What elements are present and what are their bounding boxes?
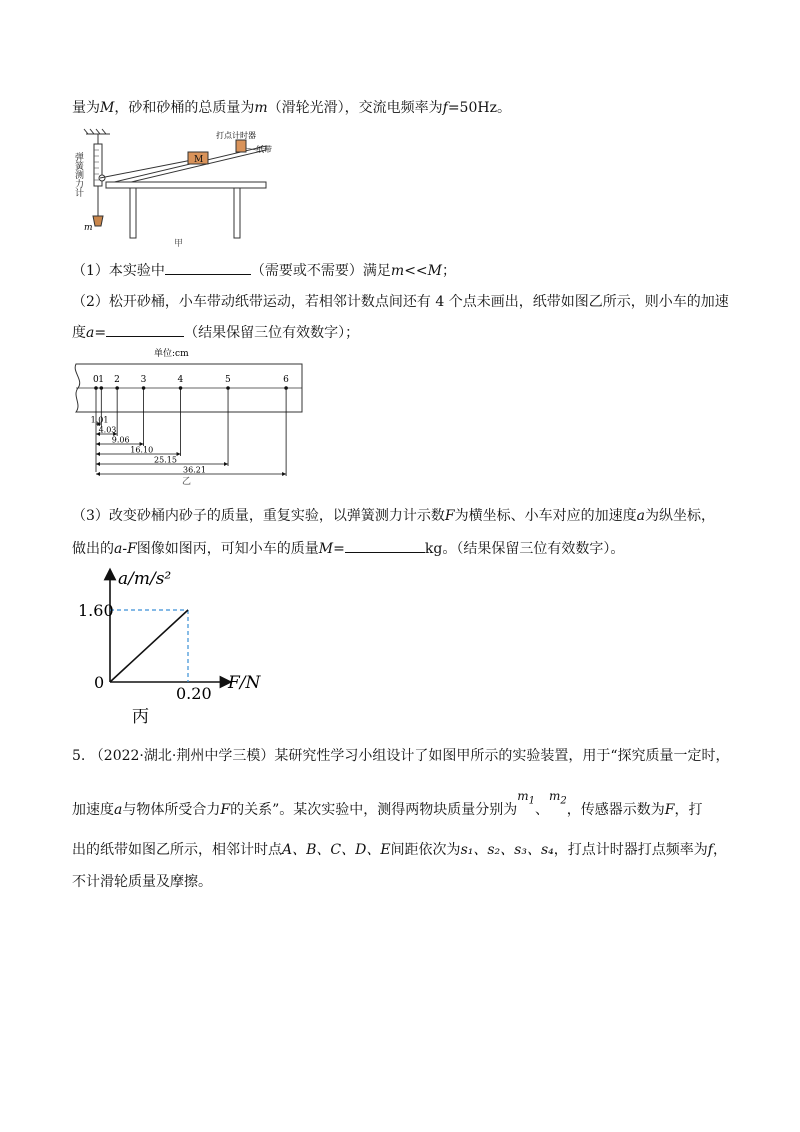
- intro-text-3: （滑轮光滑），交流电频率为: [267, 100, 443, 116]
- bucket-label: m: [84, 223, 93, 233]
- q5-sep: 、: [535, 802, 549, 818]
- origin-label: 0: [94, 673, 105, 692]
- tape-distance-label: 16.10: [130, 445, 154, 455]
- tape-distance-label: 1.01: [90, 415, 109, 425]
- q3-text-2: 为横坐标、小车对应的加速度: [454, 508, 637, 524]
- q3-text-5: 图像如图丙，可知小车的质量: [136, 541, 319, 557]
- q3-text-1: （3）改变砂桶内砂子的质量，重复实验，以弹簧测力计示数: [72, 508, 445, 524]
- q2-prefix: 度: [72, 325, 86, 341]
- ceiling-mount: [84, 129, 110, 144]
- question-3-line-2: [72, 538, 624, 559]
- q3-var-a: a: [636, 508, 645, 524]
- tape-point-label: 3: [140, 375, 147, 385]
- q5-var-F: F: [220, 802, 231, 818]
- q2-eq: =: [94, 325, 107, 341]
- q5-text-1: 加速度: [72, 802, 114, 818]
- q1-end: ；: [442, 263, 456, 279]
- data-line: [110, 610, 188, 682]
- q5-var-F2: F: [664, 802, 675, 818]
- q3-text-4: 做出的: [72, 541, 114, 557]
- tape-point-label: 6: [283, 375, 289, 385]
- q5-s-values: s₁、s₂、s₃、s₄: [460, 842, 554, 858]
- q2-suffix: （结果保留三位有效数字）；: [184, 325, 360, 341]
- intro-text-4: =50Hz。: [447, 100, 511, 116]
- table-leg-right: [234, 188, 240, 238]
- tape-arrowhead: [282, 472, 286, 476]
- timer-label: 打点计时器: [216, 131, 256, 140]
- q5-text-3: 的关系”。某次实验中，测得两物块质量分别为: [230, 802, 518, 818]
- q3-var-aF: a-F: [114, 541, 137, 557]
- q3-text-6: kg。（结果保留三位有效数字）。: [424, 541, 625, 557]
- q1-condition: m<<M: [390, 263, 442, 279]
- question-1: [72, 260, 456, 281]
- q5-text-4: ，传感器示数为: [566, 802, 665, 818]
- tape-distance-label: 4.03: [98, 425, 117, 435]
- tape-point-label: 4: [177, 375, 184, 385]
- var-M: M: [100, 100, 115, 116]
- q2-var-a: a: [86, 325, 95, 341]
- tape-point-label: 2: [114, 375, 120, 385]
- q5-text-9: ，: [712, 842, 727, 858]
- q5-text-7: 间距依次为: [390, 842, 461, 858]
- tape-distance-label: 36.21: [183, 465, 206, 475]
- table-top: [106, 182, 266, 188]
- tape-distance-label: 25.15: [154, 455, 177, 465]
- q5-var-f: f: [707, 842, 713, 858]
- q5-text-6: 出的纸带如图乙所示，相邻计时点: [72, 842, 282, 858]
- intro-text-2: ，砂和砂桶的总质量为: [114, 100, 255, 116]
- q1-suffix: （需要或不需要）满足: [250, 263, 391, 279]
- sand-bucket: [93, 216, 103, 226]
- question-5-line-4: 不计滑轮质量及摩擦。: [72, 874, 212, 890]
- q5-text-2: 与物体所受合力: [122, 802, 221, 818]
- figure-yi-caption: 乙: [182, 477, 192, 487]
- q5-text-8: ，打点计时器打点频率为: [553, 842, 708, 858]
- figure-bing-caption: 丙: [132, 707, 149, 727]
- table-leg-left: [130, 188, 136, 238]
- tape-point-label: 0: [93, 375, 99, 385]
- figure-jia: [70, 126, 280, 250]
- question-2-line-1: （2）松开砂桶，小车带动纸带运动，若相邻计数点间还有 4 个点未画出，纸带如图乙所示，则小车的加速: [72, 294, 729, 310]
- tape-arrowhead: [177, 452, 181, 456]
- q3-var-F: F: [444, 508, 455, 524]
- q3-answer-blank[interactable]: [345, 538, 425, 553]
- tape-point-label: 1: [98, 375, 105, 385]
- q5-points: A、B、C、D、E: [282, 842, 391, 858]
- q2-answer-blank[interactable]: [106, 322, 184, 337]
- x-tick-label: 0.20: [176, 684, 212, 703]
- y-axis-label: a/m/s²: [118, 569, 172, 589]
- question-5-line-2: [72, 789, 703, 825]
- question-2-line-2: [72, 322, 359, 343]
- tape-arrowhead: [96, 462, 100, 466]
- figure-yi-paper-tape: [70, 346, 310, 488]
- timer: [236, 140, 246, 152]
- q1-prefix: （1）本实验中: [72, 263, 165, 279]
- dynamometer-label: 弹簧测力计: [73, 152, 83, 197]
- intro-line: [72, 98, 511, 118]
- tape-arrowhead: [224, 462, 228, 466]
- question-5-line-1: 5. （2022·湖北·荆州中学三模）某研究性学习小组设计了如图甲所示的实验装置，用于“探究质量一定时，: [72, 748, 730, 764]
- tape-arrowhead: [96, 452, 100, 456]
- figure-jia-caption: 甲: [174, 239, 184, 249]
- q5-var-a: a: [114, 802, 123, 818]
- tape-distance-label: 9.06: [111, 435, 130, 445]
- figure-bing-graph: [76, 566, 286, 730]
- q5-m1: $m_1$: [517, 789, 535, 807]
- y-tick-label: 1.60: [78, 601, 114, 620]
- q1-answer-blank[interactable]: [165, 260, 251, 275]
- q3-eq: =: [333, 541, 345, 557]
- question-3-line-1: [72, 506, 715, 526]
- tape-unit: 单位:cm: [154, 349, 189, 359]
- q5-text-5: ，打: [674, 802, 703, 818]
- q3-var-M: M: [318, 541, 334, 557]
- tape-arrowhead: [96, 472, 100, 476]
- tape-point-label: 5: [225, 375, 231, 385]
- x-axis-label: F/N: [228, 673, 261, 693]
- tape-arrowhead: [96, 442, 100, 446]
- var-f: f: [442, 100, 448, 116]
- var-m: m: [254, 100, 268, 116]
- q3-text-3: 为纵坐标，: [644, 508, 715, 524]
- cart-label: M: [194, 155, 204, 165]
- tape-label: 纸带: [256, 145, 272, 154]
- question-5-line-3: [72, 840, 727, 860]
- intro-text-1: 量为: [72, 100, 100, 116]
- q5-m2: $m_2$: [549, 789, 567, 807]
